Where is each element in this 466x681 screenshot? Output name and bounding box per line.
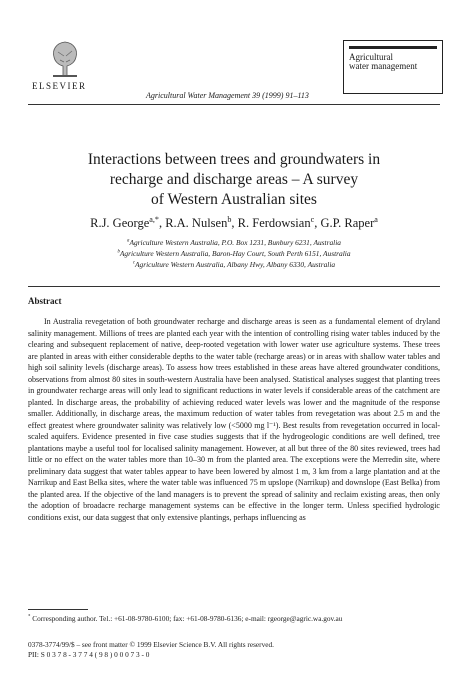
affiliation: $^a$Agriculture Western Australia, P.O. Box 1231, Bunbury 6231, Australia (127, 238, 341, 247)
title-line: of Western Australian sites (151, 191, 317, 208)
journal-logo-line2: water management (349, 61, 418, 71)
author-list (40, 215, 428, 231)
author: G.P. Raper$^a$ (320, 214, 378, 230)
pii-line: PII: S 0 3 7 8 - 3 7 7 4 ( 9 8 ) 0 0 0 7 3 - 0 (28, 650, 150, 659)
abstract-body: In Australia revegetation of both groundwater recharge and discharge areas is seen as a fundamental element of dryland salinity management. Millions of trees are planted each year with the intention of controlling rising water tables induced by the clearing and subsequent replacement of native, deep-rooted vegetation with lower water use agriculture systems. These trees are planted in areas with either considerable depths to the water table (recharge areas) or in areas with shallow water tables and high soil salinity levels (discharge areas). To assess how trees established in these areas have altered groundwater conditions, observations from almost 80 sites in south-western Australia have been analysed. Statistical analyses suggest that planting trees in groundwater recharge areas will only lead to significant reductions in water levels if considerable areas of the catchment are planted. In discharge areas, the probability of achieving reduced water levels was lower and the magnitude of the response smaller. Additionally, in discharge areas, the maximum reduction of water tables from revegetation was about 2.5 m and the effect greatest where groundwater salinity was relatively low (<5000 mg l⁻¹). Best results from revegetation occurred in local-scaled aquifers. Evidence presented in five case studies suggests that if the hydrogeologic conditions are well defined, tree plantations maybe a useful tool for localised salinity management. However, at all but three of the 80 sites reviewed, trees had little or no effect on the water tables more than 10–30 m from the planted area. The exceptions were the Merredin site, where preliminary data suggest that water tables appear to have been lowered by almost 1 m, 3 km from a large plantation and at the Narrikup and East Belka sites, where the water table was influenced 75 m upslope (Narrikup) and downslope (East Belka) from the planted area. If the objective of the land managers is to prevent the spread of salinity and reclaim existing areas, then only the adoption of broadacre recharge management systems can be effective in the longer term. Unless specified hydrologic conditions exist, our data suggest that only extensive plantings, perhaps influencing as (28, 317, 440, 522)
journal-logo-bar (349, 46, 437, 49)
author: R. Ferdowsian$^c$, (237, 214, 321, 230)
affiliation: $^c$Agriculture Western Australia, Albany Hwy, Albany 6330, Australia (132, 260, 336, 269)
footnote-rule (28, 609, 88, 610)
abstract-top-rule (28, 286, 440, 287)
author: R.A. Nulsen$^b$, (165, 214, 238, 230)
journal-header (28, 40, 440, 100)
journal-citation: Agricultural Water Management 39 (1999) 91–113 (146, 91, 309, 100)
corresponding-author-footnote: * Corresponding author. Tel.: +61-08-9780-6100; fax: +61-08-9780-6136; e-mail: rgeorge@agric.wa.gov.au (28, 614, 343, 623)
title-line: recharge and discharge areas – A survey (109, 171, 359, 188)
header-rule (28, 104, 440, 105)
journal-logo-line1: Agricultural (349, 52, 393, 62)
elsevier-tree-icon (50, 40, 80, 78)
title-line: Interactions between trees and groundwaters in (87, 151, 381, 168)
journal-logo (343, 40, 443, 94)
author: R.J. George$^{a,*}$, (90, 214, 166, 230)
copyright-block (28, 640, 440, 660)
abstract-heading: Abstract (28, 296, 62, 306)
publisher-logo (32, 40, 98, 90)
article-title (40, 150, 428, 210)
copyright-line: 0378-3774/99/$ – see front matter © 1999 Elsevier Science B.V. All rights reserved. (28, 640, 274, 649)
affiliation: $^b$Agriculture Western Australia, Baron-Hay Court, South Perth 6151, Australia (117, 249, 351, 258)
publisher-name: ELSEVIER (32, 81, 87, 91)
